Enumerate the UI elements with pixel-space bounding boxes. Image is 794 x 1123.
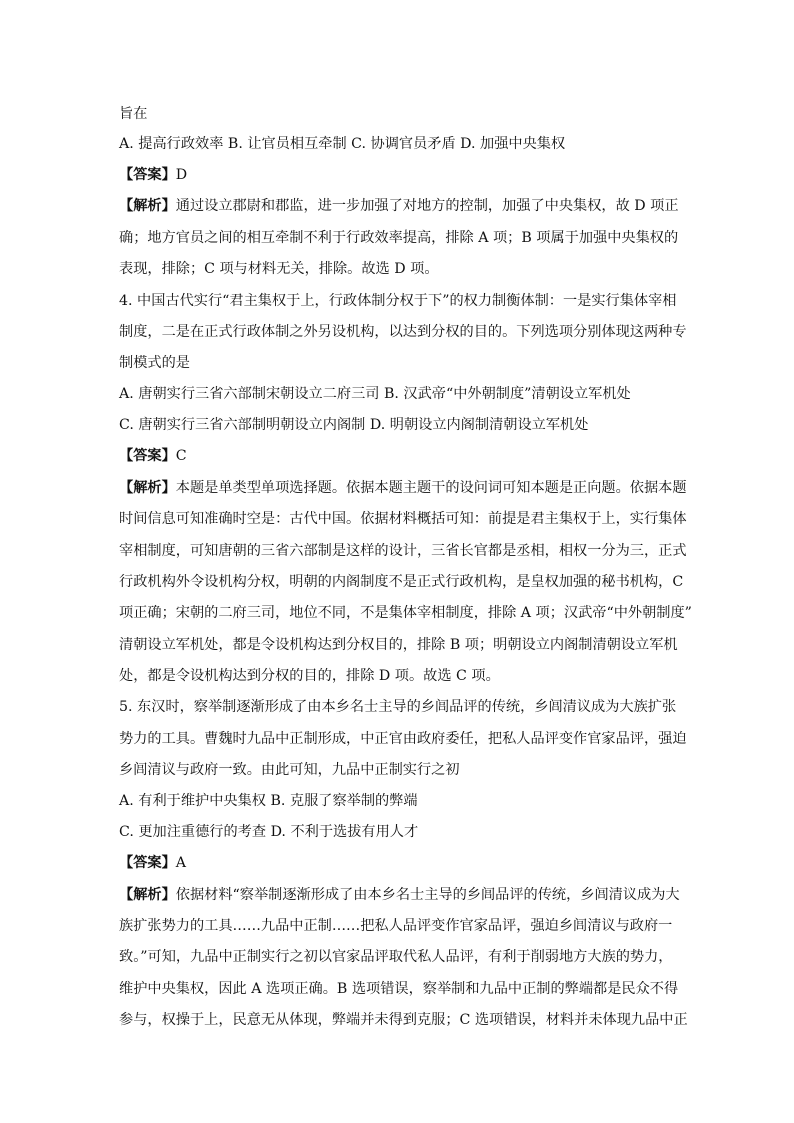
text-line: 乡闾清议与政府一致。由此可知，九品中正制实行之初: [119, 762, 460, 778]
text-line: 制模式的是: [119, 355, 190, 371]
text-line: 旨在: [119, 106, 148, 122]
text-line: 维护中央集权，因此 A 选项正确。B 选项错误，察举制和九品中正制的弊端都是民众不得: [119, 981, 679, 997]
analysis-line: [119, 196, 679, 216]
text-line: 行政机构外令设机构分权，明朝的内阁制度不是正式行政机构，是皇权加强的秘书机构，C: [119, 574, 684, 590]
text-line: 致。”可知，九品中正制实行之初以官家品评取代私人品评，有利于削弱地方大族的势力，: [119, 949, 673, 965]
analysis-line: [119, 478, 687, 498]
question-line: 4. 中国古代实行“君主集权于上，行政体制分权于下”的权力制衡体制：一是实行集体宰相: [119, 293, 677, 309]
options-line: A. 有利于维护中央集权 B. 克服了察举制的弊端: [119, 793, 418, 809]
text-line: 宰相制度，可知唐朝的三省六部制是这样的设计，三省长官都是丞相，相权一分为三，正式: [119, 543, 687, 559]
text-line: 参与，权操于上，民意无从体现，弊端并未得到克服；C 选项错误，材料并未体现九品中正: [119, 1012, 688, 1028]
answer-label: 【答案】: [119, 167, 176, 183]
analysis-label: 【解析】: [119, 480, 176, 496]
text-line: 清朝设立军机处，都是令设机构达到分权目的，排除 B 项；明朝设立内阁制清朝设立军机: [119, 637, 678, 653]
answer-value: D: [175, 167, 188, 183]
answer-line: [119, 165, 187, 185]
options-line: A. 唐朝实行三省六部制宋朝设立二府三司 B. 汉武帝“中外朝制度”清朝设立军机处: [119, 386, 631, 402]
analysis-label: 【解析】: [119, 887, 176, 903]
options-line: A. 提高行政效率 B. 让官员相互牵制 C. 协调官员矛盾 D. 加强中央集权: [119, 136, 566, 152]
analysis-text: 通过设立郡尉和郡监，进一步加强了对地方的控制，加强了中央集权，故 D 项正: [175, 198, 679, 214]
text-line: 制度，二是在正式行政体制之外另设机构，以达到分权的目的。下列选项分别体现这两种专: [119, 324, 687, 340]
question-line: 5. 东汉时，察举制逐渐形成了由本乡名士主导的乡闾品评的传统，乡闾清议成为大族扩张: [119, 699, 677, 715]
answer-value: A: [175, 855, 187, 871]
text-line: 族扩张势力的工具……九品中正制……把私人品评变作官家品评，强迫乡闾清议与政府一: [119, 918, 673, 934]
options-line: C. 更加注重德行的考查 D. 不利于选拔有用人才: [119, 824, 419, 840]
text-line: 时间信息可知准确时空是：古代中国。依据材料概括可知：前提是君主集权于上，实行集体: [119, 511, 687, 527]
answer-label: 【答案】: [119, 448, 176, 464]
analysis-label: 【解析】: [119, 198, 176, 214]
options-line: C. 唐朝实行三省六部制明朝设立内阁制 D. 明朝设立内阁制清朝设立军机处: [119, 417, 589, 433]
text-line: 势力的工具。曹魏时九品中正制形成，中正官由政府委任，把私人品评变作官家品评，强迫: [119, 731, 687, 747]
analysis-text: 依据材料“察举制逐渐形成了由本乡名士主导的乡闾品评的传统，乡闾清议成为大: [175, 887, 680, 903]
answer-label: 【答案】: [119, 855, 176, 871]
text-line: 处，都是令设机构达到分权的目的，排除 D 项。故选 C 项。: [119, 668, 500, 684]
analysis-line: [119, 885, 680, 905]
analysis-text: 本题是单类型单项选择题。依据本题主题干的设问词可知本题是正向题。依据本题: [175, 480, 687, 496]
text-line: 确；地方官员之间的相互牵制不利于行政效率提高，排除 A 项；B 项属于加强中央集权的: [119, 230, 679, 246]
answer-line: [119, 853, 186, 873]
text-line: 表现，排除；C 项与材料无关，排除。故选 D 项。: [119, 261, 439, 277]
text-line: 项正确；宋朝的二府三司，地位不同，不是集体宰相制度，排除 A 项；汉武帝“中外朝制度”: [119, 605, 692, 621]
answer-line: [119, 446, 187, 466]
answer-value: C: [175, 448, 187, 464]
